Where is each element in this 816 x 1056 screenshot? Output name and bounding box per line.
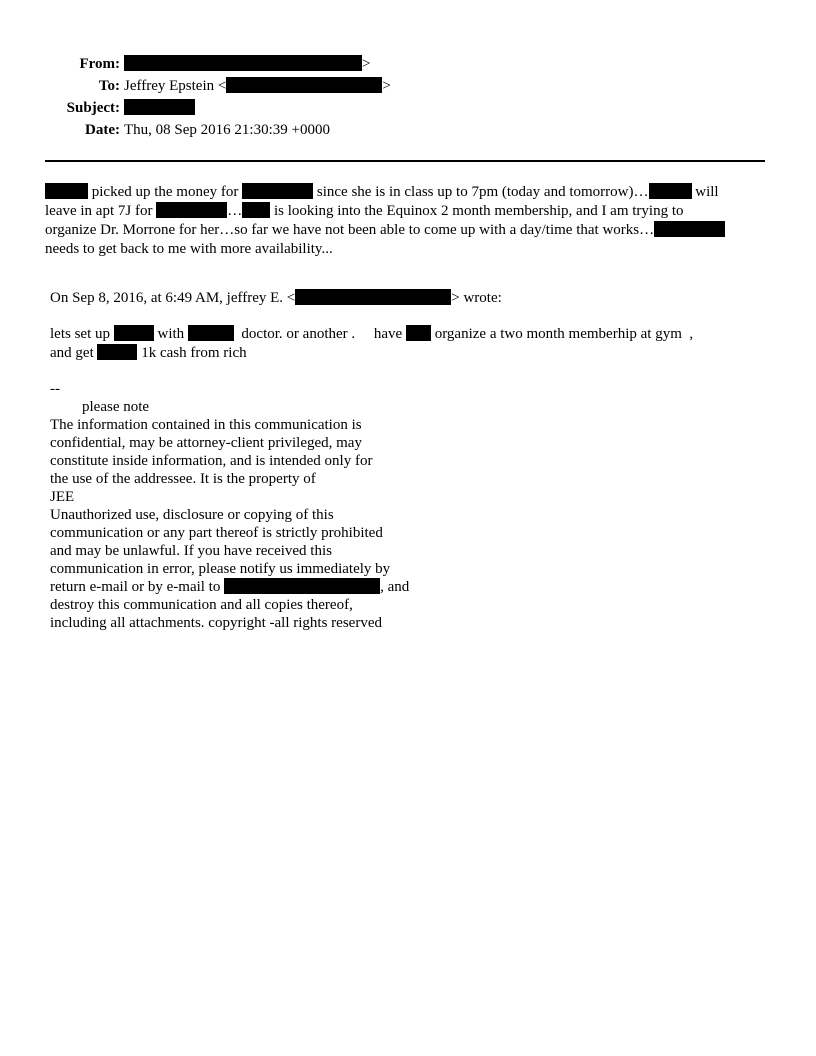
disclaimer-line: communication or any part thereof is strictly prohibited bbox=[50, 525, 383, 541]
signature-note: please note bbox=[82, 399, 150, 415]
redaction-box bbox=[97, 344, 137, 360]
redaction-box bbox=[649, 183, 692, 199]
subject-value bbox=[124, 99, 195, 117]
body-line: leave in apt 7J for … is looking into the Equinox 2 month membership, and I am trying to bbox=[45, 203, 684, 219]
disclaimer-line: including all attachments. copyright -all rights reserved bbox=[50, 615, 382, 631]
redaction-box bbox=[124, 55, 362, 71]
redaction-box bbox=[124, 99, 195, 115]
disclaimer-line: the use of the addressee. It is the property of bbox=[50, 471, 316, 487]
quoted-message bbox=[50, 325, 693, 363]
body-line: picked up the money for since she is in class up to 7pm (today and tomorrow)… will bbox=[45, 183, 725, 202]
disclaimer-line: and may be unlawful. If you have received this bbox=[50, 543, 332, 559]
redaction-box bbox=[156, 202, 227, 218]
disclaimer-line: The information contained in this communication is bbox=[50, 417, 362, 433]
body-line: organize Dr. Morrone for her…so far we have not been able to come up with a day/time that works… bbox=[45, 221, 725, 240]
message-body bbox=[45, 183, 725, 259]
redaction-box bbox=[45, 183, 88, 199]
disclaimer-line: communication in error, please notify us immediately by bbox=[50, 561, 391, 577]
redaction-box bbox=[654, 221, 725, 237]
quoted-intro: On Sep 8, 2016, at 6:49 AM, jeffrey E. < > wrote: bbox=[50, 290, 502, 306]
redaction-box bbox=[242, 202, 270, 218]
from-label: From: bbox=[79, 56, 120, 72]
redaction-box bbox=[224, 578, 380, 594]
subject-row bbox=[40, 97, 391, 119]
to-row bbox=[40, 75, 391, 97]
quoted-line: and get 1k cash from rich bbox=[50, 345, 247, 361]
disclaimer-line: return e-mail or by e-mail to , and bbox=[50, 579, 410, 595]
redaction-box bbox=[242, 183, 313, 199]
subject-label: Subject: bbox=[66, 100, 120, 116]
disclaimer-line: JEE bbox=[50, 489, 75, 505]
signature-dashes: -- bbox=[50, 381, 60, 397]
body-line: needs to get back to me with more availability... bbox=[45, 241, 333, 257]
redaction-box bbox=[406, 325, 431, 341]
redaction-box bbox=[188, 325, 234, 341]
redaction-box bbox=[295, 289, 451, 305]
to-value: Jeffrey Epstein < > bbox=[124, 78, 391, 94]
signature-block bbox=[50, 380, 409, 632]
disclaimer-line: destroy this communication and all copies thereof, bbox=[50, 597, 353, 613]
email-header bbox=[40, 53, 391, 141]
disclaimer-line: Unauthorized use, disclosure or copying of this bbox=[50, 507, 334, 523]
header-divider bbox=[45, 160, 765, 162]
disclaimer-line: confidential, may be attorney-client privileged, may bbox=[50, 435, 362, 451]
redaction-box bbox=[114, 325, 154, 341]
from-value: > bbox=[124, 55, 370, 73]
disclaimer-line: constitute inside information, and is intended only for bbox=[50, 453, 373, 469]
to-label: To: bbox=[98, 78, 120, 94]
from-row bbox=[40, 53, 391, 75]
date-row bbox=[40, 119, 391, 141]
quoted-line: lets set up with doctor. or another . have organize a two month memberhip at gym , bbox=[50, 326, 694, 342]
date-value: Thu, 08 Sep 2016 21:30:39 +0000 bbox=[124, 122, 330, 138]
date-label: Date: bbox=[85, 122, 120, 138]
redaction-box bbox=[226, 77, 382, 93]
